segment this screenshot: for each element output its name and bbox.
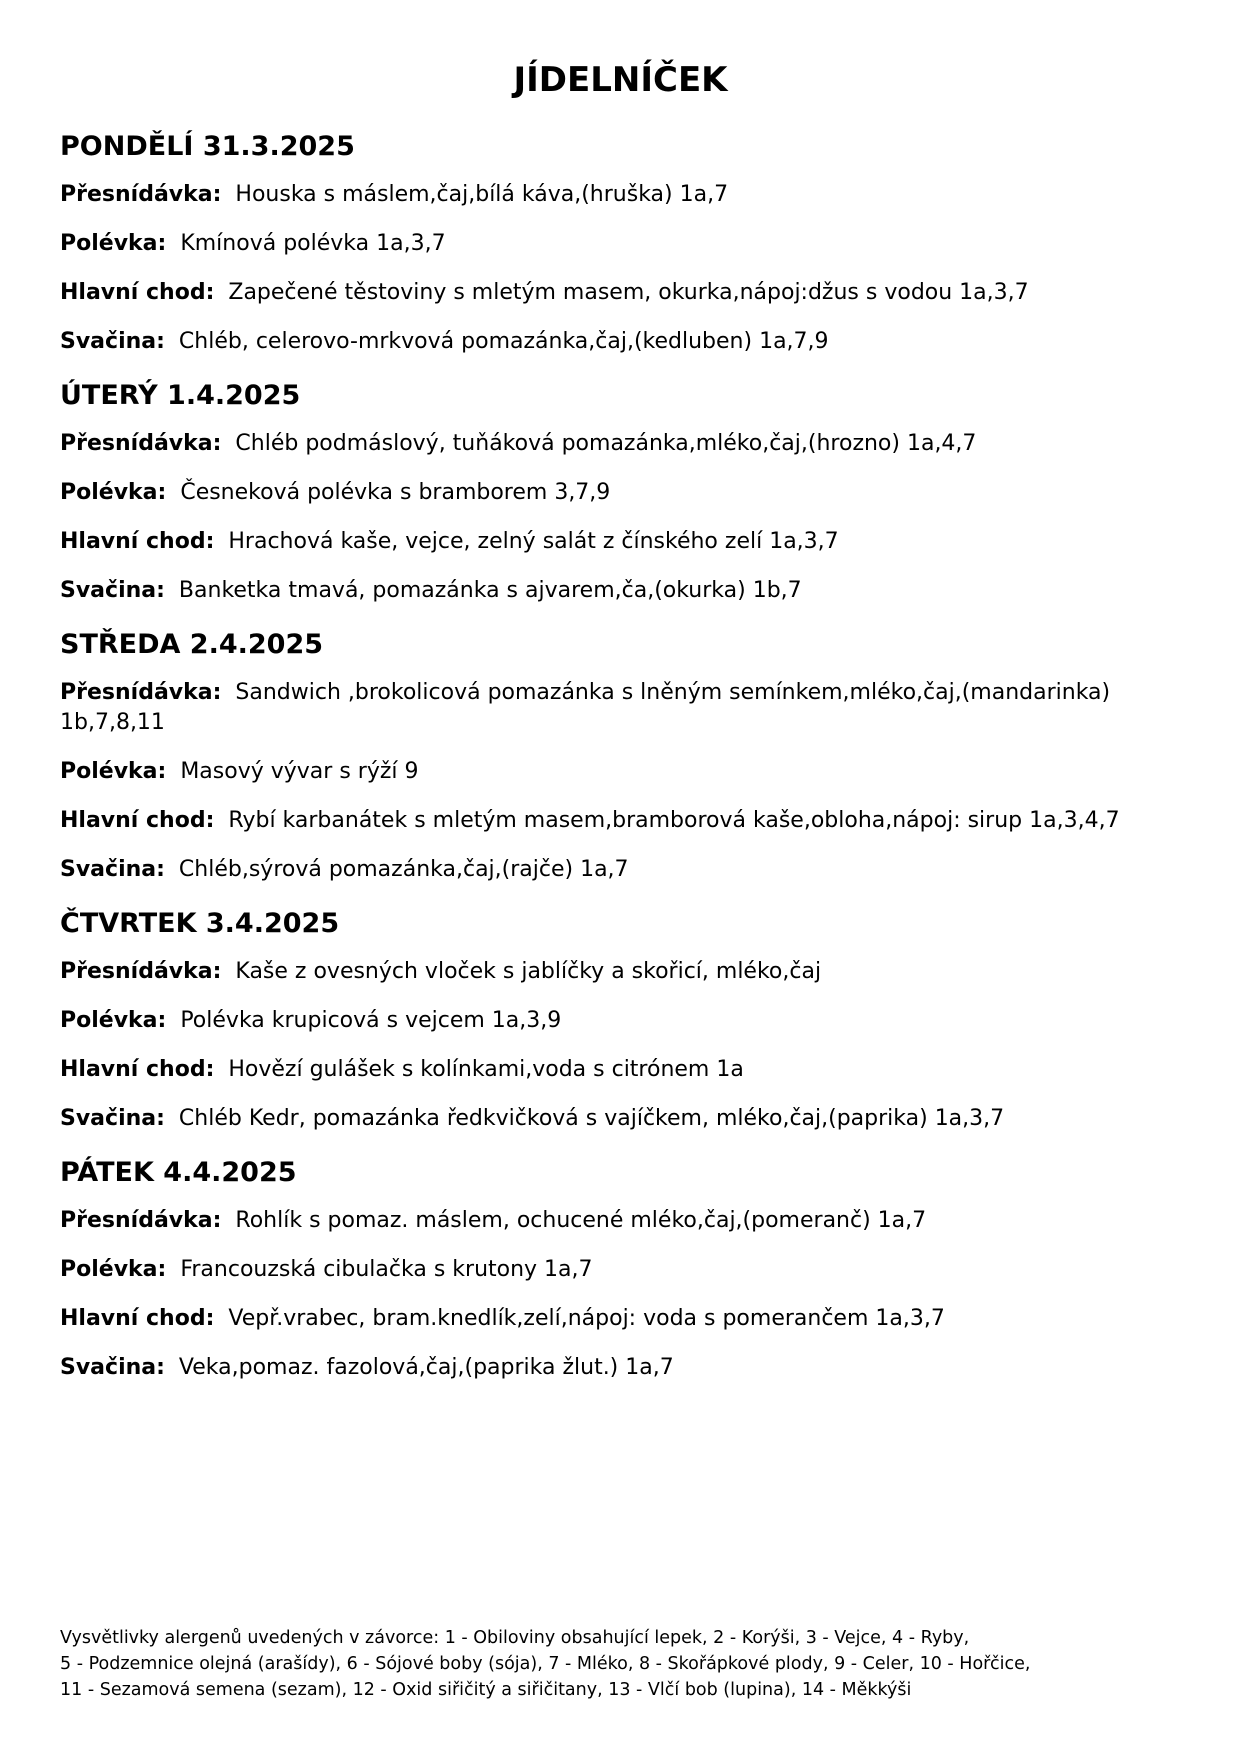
meal-text: Chléb,sýrová pomazánka,čaj,(rajče) 1a,7 bbox=[178, 857, 629, 882]
meal-row bbox=[60, 1206, 1190, 1236]
day-friday bbox=[60, 1156, 1190, 1383]
meal-text: Chléb Kedr, pomazánka ředkvičková s vajíčkem, mléko,čaj,(paprika) 1a,3,7 bbox=[178, 1106, 1005, 1131]
meal-label: Svačina: bbox=[60, 1355, 165, 1380]
meal-text: Kaše z ovesných vloček s jablíčky a skořicí, mléko,čaj bbox=[235, 959, 822, 984]
meal-row bbox=[60, 229, 1190, 259]
meal-text: Masový vývar s rýží 9 bbox=[180, 759, 419, 784]
meal-label: Polévka: bbox=[60, 480, 167, 505]
day-wednesday bbox=[60, 628, 1190, 885]
allergen-legend-line: 5 - Podzemnice olejná (arašídy), 6 - Sójové boby (sója), 7 - Mléko, 8 - Skořápkové plody, 9 - Celer, 10 - Hořčice, bbox=[60, 1654, 1031, 1674]
meal-text: Zapečené těstoviny s mletým masem, okurka,nápoj:džus s vodou 1a,3,7 bbox=[228, 280, 1029, 305]
meal-label: Polévka: bbox=[60, 231, 167, 256]
meal-row bbox=[60, 757, 1190, 787]
meal-text: Francouzská cibulačka s krutony 1a,7 bbox=[180, 1257, 593, 1282]
meal-row bbox=[60, 1255, 1190, 1285]
meal-row bbox=[60, 527, 1190, 557]
meal-row bbox=[60, 429, 1190, 459]
meal-label: Polévka: bbox=[60, 759, 167, 784]
meal-row bbox=[60, 1304, 1190, 1334]
meal-text: Vepř.vrabec, bram.knedlík,zelí,nápoj: voda s pomerančem 1a,3,7 bbox=[228, 1306, 945, 1331]
meal-text: Veka,pomaz. fazolová,čaj,(paprika žlut.) 1a,7 bbox=[178, 1355, 674, 1380]
meal-text: Rohlík s pomaz. máslem, ochucené mléko,čaj,(pomeranč) 1a,7 bbox=[235, 1208, 927, 1233]
day-heading: PÁTEK 4.4.2025 bbox=[60, 1157, 297, 1188]
meal-row bbox=[60, 278, 1190, 308]
day-monday bbox=[60, 130, 1190, 357]
day-heading: STŘEDA 2.4.2025 bbox=[60, 629, 324, 660]
meal-row bbox=[60, 957, 1190, 987]
meal-label: Přesnídávka: bbox=[60, 959, 222, 984]
meal-text: Banketka tmavá, pomazánka s ajvarem,ča,(okurka) 1b,7 bbox=[178, 578, 802, 603]
meal-row bbox=[60, 1006, 1190, 1036]
meal-row bbox=[60, 327, 1190, 357]
meal-label: Svačina: bbox=[60, 329, 165, 354]
meal-label: Hlavní chod: bbox=[60, 529, 215, 554]
day-heading: ÚTERÝ 1.4.2025 bbox=[60, 380, 301, 411]
meal-text: Rybí karbanátek s mletým masem,bramborová kaše,obloha,nápoj: sirup 1a,3,4,7 bbox=[228, 808, 1120, 833]
meal-text: Houska s máslem,čaj,bílá káva,(hruška) 1a,7 bbox=[235, 182, 729, 207]
meal-row bbox=[60, 1353, 1190, 1383]
day-thursday bbox=[60, 907, 1190, 1134]
meal-label: Hlavní chod: bbox=[60, 1306, 215, 1331]
day-tuesday bbox=[60, 379, 1190, 606]
meal-row bbox=[60, 180, 1190, 210]
meal-label: Svačina: bbox=[60, 857, 165, 882]
meal-row bbox=[60, 806, 1190, 836]
meal-row bbox=[60, 1055, 1190, 1085]
meal-label: Přesnídávka: bbox=[60, 680, 222, 705]
meal-label: Polévka: bbox=[60, 1257, 167, 1282]
meal-label: Přesnídávka: bbox=[60, 182, 222, 207]
meal-text: Kmínová polévka 1a,3,7 bbox=[180, 231, 446, 256]
menu-days bbox=[60, 130, 1190, 1405]
meal-text: Česneková polévka s bramborem 3,7,9 bbox=[180, 480, 611, 505]
allergen-legend-line: Vysvětlivky alergenů uvedených v závorce: 1 - Obiloviny obsahující lepek, 2 - Korýši, 3 - Vejce, 4 - Ryby, bbox=[60, 1628, 970, 1648]
meal-text: Hrachová kaše, vejce, zelný salát z čínského zelí 1a,3,7 bbox=[228, 529, 839, 554]
meal-row bbox=[60, 855, 1190, 885]
day-heading: PONDĚLÍ 31.3.2025 bbox=[60, 131, 355, 162]
meal-row bbox=[60, 478, 1190, 508]
meal-row bbox=[60, 1104, 1190, 1134]
allergen-legend-line: 11 - Sezamová semena (sezam), 12 - Oxid siřičitý a siřičitany, 13 - Vlčí bob (lupina), 14 - Měkkýši bbox=[60, 1680, 912, 1700]
meal-label: Svačina: bbox=[60, 1106, 165, 1131]
meal-label: Přesnídávka: bbox=[60, 1208, 222, 1233]
meal-label: Svačina: bbox=[60, 578, 165, 603]
meal-label: Hlavní chod: bbox=[60, 1057, 215, 1082]
meal-text: Polévka krupicová s vejcem 1a,3,9 bbox=[180, 1008, 562, 1033]
meal-label: Hlavní chod: bbox=[60, 280, 215, 305]
meal-row bbox=[60, 576, 1190, 606]
meal-row bbox=[60, 678, 1190, 738]
day-heading: ČTVRTEK 3.4.2025 bbox=[60, 908, 340, 939]
allergen-legend bbox=[60, 1625, 1190, 1703]
page-title: JÍDELNÍČEK bbox=[513, 60, 728, 100]
meal-label: Přesnídávka: bbox=[60, 431, 222, 456]
meal-label: Hlavní chod: bbox=[60, 808, 215, 833]
meal-text: Hovězí gulášek s kolínkami,voda s citrónem 1a bbox=[228, 1057, 744, 1082]
meal-label: Polévka: bbox=[60, 1008, 167, 1033]
meal-text: Chléb podmáslový, tuňáková pomazánka,mléko,čaj,(hrozno) 1a,4,7 bbox=[235, 431, 977, 456]
meal-text: Sandwich ,brokolicová pomazánka s lněným semínkem,mléko,čaj,(mandarinka) 1b,7,8,11 bbox=[60, 680, 1111, 735]
meal-text: Chléb, celerovo-mrkvová pomazánka,čaj,(kedluben) 1a,7,9 bbox=[178, 329, 829, 354]
